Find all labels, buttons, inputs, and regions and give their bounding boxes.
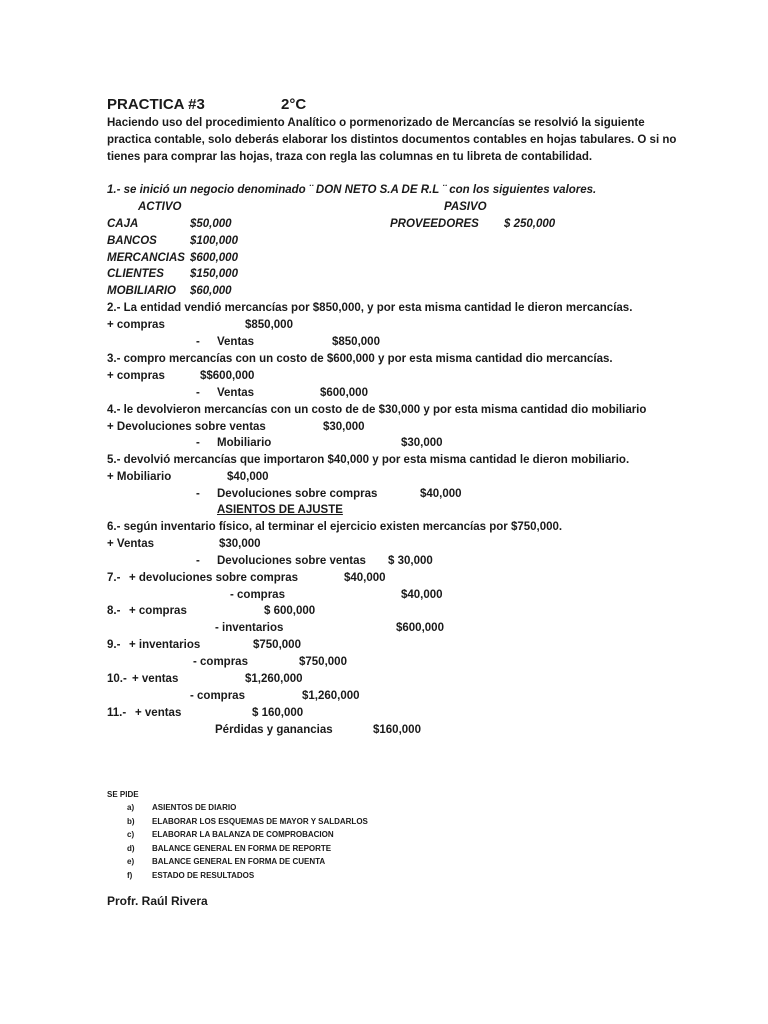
credit-account: Devoluciones sobre ventas (217, 555, 366, 567)
debit-account: + compras (129, 605, 187, 617)
credit-amount: $1,260,000 (302, 690, 360, 702)
intro-line: Haciendo uso del procedimiento Analítico o pormenorizado de Mercancías se resolvió la siguiente (107, 117, 645, 129)
debit-account: + compras (107, 319, 165, 331)
task-letter: c) (127, 830, 135, 839)
activo-name: MERCANCIAS (107, 252, 185, 264)
pasivo-name: PROVEEDORES (390, 218, 479, 230)
group-label: 2°C (281, 96, 307, 113)
credit-amount: $30,000 (401, 437, 443, 449)
item4-text: 4.- le devolvieron mercancías con un costo de de $30,000 y por esta misma cantidad dio mobiliario (107, 404, 647, 416)
credit-account: Pérdidas y ganancias (215, 724, 333, 736)
item2-text: 2.- La entidad vendió mercancías por $850,000, y por esta misma cantidad le dieron mercancías. (107, 302, 633, 314)
activo-name: MOBILIARIO (107, 285, 176, 297)
debit-account: + compras (107, 370, 165, 382)
activo-amount: $150,000 (190, 268, 238, 280)
activo-amount: $50,000 (190, 218, 232, 230)
debit-amount: $750,000 (253, 639, 301, 651)
credit-sign: - (196, 387, 200, 399)
debit-account: + devoluciones sobre compras (129, 572, 299, 584)
debit-amount: $40,000 (227, 471, 269, 483)
credit-sign: - (196, 555, 200, 567)
activo-amount: $100,000 (190, 235, 238, 247)
entry-number: 8.- (107, 605, 121, 617)
credit-sign: - (196, 437, 200, 449)
signature: Profr. Raúl Rivera (107, 894, 208, 908)
credit-amount: $40,000 (401, 589, 443, 601)
task-text: ASIENTOS DE DIARIO (152, 803, 237, 812)
activo-name: BANCOS (107, 235, 157, 247)
entry-number: 7.- (107, 572, 121, 584)
debit-amount: $ 600,000 (264, 605, 316, 617)
debit-account: + ventas (135, 707, 182, 719)
credit-account: - inventarios (215, 622, 284, 634)
ajustes-heading: ASIENTOS DE AJUSTE (217, 504, 343, 516)
credit-sign: - (196, 488, 200, 500)
credit-account: - compras (190, 690, 245, 702)
credit-account: - compras (230, 589, 285, 601)
debit-account: + ventas (132, 673, 179, 685)
item1-text: 1.- se inició un negocio denominado ¨ DON NETO S.A DE R.L ¨ con los siguientes valores. (107, 184, 597, 196)
task-text: ESTADO DE RESULTADOS (152, 871, 255, 880)
activo-heading: ACTIVO (138, 201, 182, 213)
task-letter: e) (127, 857, 135, 866)
debit-account: + Devoluciones sobre ventas (107, 421, 266, 433)
task-text: BALANCE GENERAL EN FORMA DE REPORTE (152, 844, 332, 853)
credit-account: Mobiliario (217, 437, 272, 449)
task-letter: d) (127, 844, 135, 853)
debit-amount: $ 160,000 (252, 707, 304, 719)
entry-number: 10.- (107, 673, 127, 685)
entry-number: 11.- (107, 707, 127, 719)
credit-amount: $40,000 (420, 488, 462, 500)
credit-account: Ventas (217, 387, 255, 399)
credit-amount: $ 30,000 (388, 555, 433, 567)
credit-sign: - (196, 336, 200, 348)
pasivo-heading: PASIVO (444, 201, 487, 213)
debit-amount: $850,000 (245, 319, 293, 331)
debit-amount: $$600,000 (200, 370, 255, 382)
debit-account: + inventarios (129, 639, 201, 651)
credit-account: - compras (193, 656, 248, 668)
intro-line: tienes para comprar las hojas, traza con regla las columnas en tu libreta de contabilidad. (107, 151, 593, 163)
page-title: PRACTICA #3 (107, 96, 205, 113)
debit-amount: $1,260,000 (245, 673, 303, 685)
credit-amount: $600,000 (320, 387, 368, 399)
task-letter: b) (127, 817, 135, 826)
task-letter: f) (127, 871, 133, 880)
credit-amount: $160,000 (373, 724, 421, 736)
debit-amount: $40,000 (344, 572, 386, 584)
intro-paragraph (107, 115, 677, 166)
item3-text: 3.- compro mercancías con un costo de $600,000 y por esta misma cantidad dio mercancías. (107, 353, 613, 365)
se-pide-label: SE PIDE (107, 790, 139, 799)
activo-amount: $60,000 (190, 285, 232, 297)
item6-text: 6.- según inventario físico, al terminar el ejercicio existen mercancías por $750,000. (107, 521, 563, 533)
credit-amount: $850,000 (332, 336, 380, 348)
task-text: ELABORAR LOS ESQUEMAS DE MAYOR Y SALDARLOS (152, 817, 368, 826)
credit-account: Ventas (217, 336, 255, 348)
credit-account: Devoluciones sobre compras (217, 488, 378, 500)
activo-name: CLIENTES (107, 268, 164, 280)
credit-amount: $600,000 (396, 622, 444, 634)
debit-amount: $30,000 (219, 538, 261, 550)
debit-account: + Ventas (107, 538, 154, 550)
credit-amount: $750,000 (299, 656, 347, 668)
task-text: ELABORAR LA BALANZA DE COMPROBACION (152, 830, 334, 839)
pasivo-amount: $ 250,000 (504, 218, 556, 230)
intro-line: practica contable, solo deberás elaborar los distintos documentos contables en hojas tabulares. O si no (107, 134, 677, 146)
debit-amount: $30,000 (323, 421, 365, 433)
activo-amount: $600,000 (190, 252, 238, 264)
entry-number: 9.- (107, 639, 121, 651)
debit-account: + Mobiliario (107, 471, 172, 483)
task-text: BALANCE GENERAL EN FORMA DE CUENTA (152, 857, 326, 866)
task-letter: a) (127, 803, 135, 812)
item5-text: 5.- devolvió mercancías que importaron $40,000 y por esta misma cantidad le dieron mobiliario. (107, 454, 630, 466)
activo-name: CAJA (107, 218, 139, 230)
